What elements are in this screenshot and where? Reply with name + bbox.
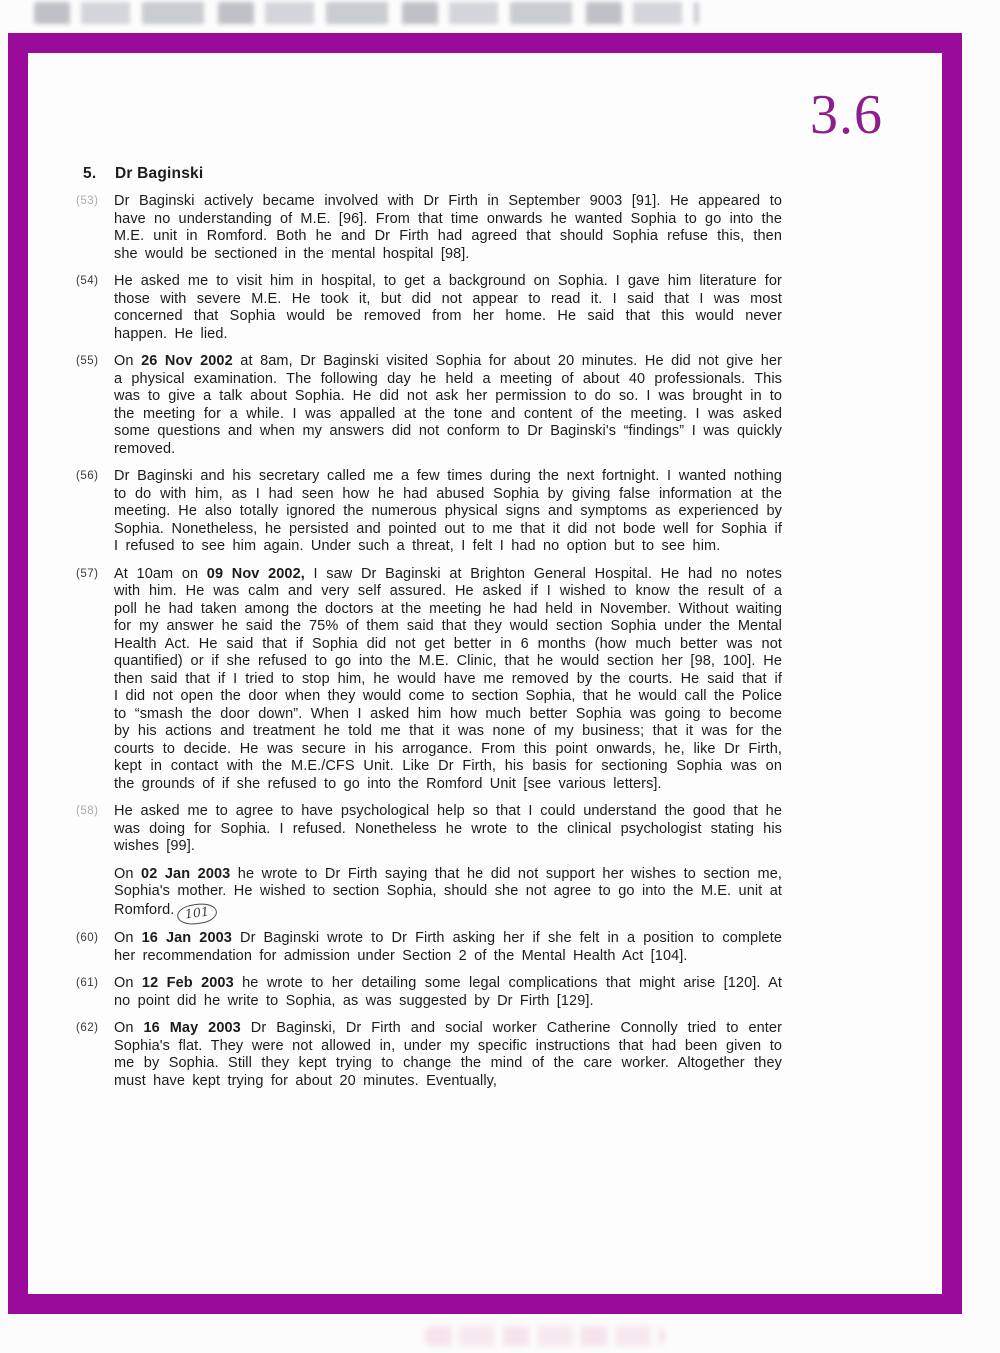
- paragraph-number: [76, 866, 114, 921]
- paragraph-text: [114, 193, 782, 263]
- paragraph: [76, 193, 782, 263]
- scan-artifact-bottom: [425, 1326, 665, 1346]
- bold-date-text: 26 Nov 2002: [141, 353, 233, 369]
- section-heading-title: Dr Baginski: [115, 165, 204, 182]
- bold-date-text: 09 Nov 2002,: [206, 565, 305, 582]
- body-text: Dr Baginski wrote to Dr Firth asking her if she felt in a position to complete her recommendation for admission under Section 2 of the Mental Health Act [104].: [114, 930, 782, 964]
- body-text: Dr Baginski, Dr Firth and social worker Catherine Connolly tried to enter Sophia's flat. They were not allowed in, under my specific instructions that had been given to me by Sophia. Still they kept trying to change the mind of the care worker. Altogether they must have kept trying for about 20 minutes. Eventually,: [114, 1020, 783, 1089]
- paragraph-number: (58): [76, 805, 99, 817]
- body-text: He asked me to visit him in hospital, to get a background on Sophia. I gave him literature for those with severe M.E. He took it, but did not appear to read it. I said that I was most concerned that Sophia would be removed from her home. He said that this would never happen. He lied.: [114, 273, 782, 342]
- bold-date-text: 16 May 2003: [143, 1020, 241, 1036]
- paragraph-number: (55): [76, 355, 99, 367]
- page-content-area: [28, 53, 942, 1294]
- body-text: Dr Baginski and his secretary called me a few times during the next fortnight. I wanted nothing to do with him, as I had seen how he had abused Sophia by giving false information at the meeting. He also totally ignored the numerous physical signs and symptoms as experienced by Sophia. Nonetheless, he persisted and pointed out to me that it did not bode well for Sophia if I refused to see him again. Under such a threat, I felt I had no option but to see him.: [114, 468, 782, 554]
- paragraph-number: (56): [76, 470, 99, 482]
- paragraph: [76, 866, 782, 921]
- paragraph-number: (61): [76, 977, 99, 989]
- paragraph-text: [114, 866, 782, 921]
- paragraph-number: (60): [76, 932, 99, 944]
- paragraph: [76, 803, 782, 856]
- bold-date-text: 12 Feb 2003: [141, 975, 234, 991]
- body-text: He asked me to agree to have psychological help so that I could understand the good that he was doing for Sophia. I refused. Nonetheless he wrote to the clinical psychologist stating his wishes [99].: [114, 803, 782, 854]
- body-text: On: [114, 975, 142, 991]
- handwritten-circled-annotation: 101: [176, 901, 218, 925]
- paragraph-text: [114, 353, 782, 458]
- body-text: On: [114, 353, 142, 369]
- paragraph-number: (53): [76, 195, 99, 207]
- bold-date-text: 16 Jan 2003: [141, 930, 232, 946]
- paragraph-list: [76, 193, 782, 1100]
- paragraph-text: [114, 468, 782, 556]
- section-heading: [83, 165, 203, 183]
- paragraph-text: [114, 803, 782, 856]
- paragraph-text: [114, 930, 782, 965]
- paragraph: [76, 566, 782, 794]
- paragraph: [76, 353, 782, 458]
- body-text: On: [114, 865, 142, 882]
- paragraph-text: [114, 975, 782, 1010]
- paragraph-text: [114, 566, 782, 794]
- body-text: Dr Baginski actively became involved with Dr Firth in September 9003 [91]. He appeared to have no understanding of M.E. [96]. From that time onwards he wanted Sophia to go into the M.E. unit in Romford. Both he and Dr Firth had agreed that should Sophia refuse this, then she would be sectioned in the mental hospital [98].: [114, 193, 782, 262]
- body-text: On: [114, 1020, 144, 1036]
- paragraph: [76, 1020, 782, 1090]
- paragraph-number: (57): [76, 567, 99, 580]
- tab-number-label: 3.6: [810, 84, 883, 146]
- paragraph-text: [114, 273, 782, 343]
- paragraph-number: (54): [76, 275, 99, 287]
- body-text: At 10am on: [114, 565, 207, 582]
- scan-artifact-top: [34, 2, 699, 24]
- bold-date-text: 02 Jan 2003: [141, 865, 231, 882]
- body-text: he wrote to Dr Firth saying that he did not support her wishes to section me, Sophia's mother. He wished to section Sophia, should she not agree to go into the M.E. unit at Romford.: [114, 865, 782, 918]
- body-text: at 8am, Dr Baginski visited Sophia for about 20 minutes. He did not give her a physical examination. The following day he held a meeting of about 40 professionals. This was to give a talk about Sophia. He did not ask her permission to do so. I was brought in to the meeting for a while. I was appalled at the tone and content of the meeting. I was asked some questions and when my answers did not conform to Dr Baginski's “findings” I was quickly removed.: [114, 353, 783, 457]
- paragraph-text: [114, 1020, 782, 1090]
- paragraph: [76, 468, 782, 556]
- paragraph: [76, 273, 782, 343]
- section-heading-number: 5.: [83, 165, 97, 182]
- body-text: I saw Dr Baginski at Brighton General Hospital. He had no notes with him. He was calm and very self assured. He asked if I wished to know the result of a poll he had taken among the doctors at the meeting he had held in November. Without waiting for my answer he said the 75% of them said that they would section Sophia under the Mental Health Act. He said that if Sophia did not get better in 6 months (how much better was not quantified) or if she refused to go into the M.E. Clinic, that he would section her [98, 100]. He then said that if I tried to stop him, he would have me removed by the courts. He said that if I did not open the door when they would come to section Sophia, that he would call the Police to “smash the door down”. When I asked him how much better Sophia was going to become by his actions and treatment he told me that it was none of my business; that it was for the courts to decide. He was secure in his arrogance. From this point onwards, he, like Dr Firth, kept in contact with the M.E./CFS Unit. Like Dr Firth, his basis for sectioning Sophia was on the grounds of if she refused to go into the Romford Unit [see various letters].: [114, 565, 782, 792]
- page-border-frame: [8, 33, 962, 1314]
- paragraph: [76, 930, 782, 965]
- body-text: he wrote to her detailing some legal complications that might arise [120]. At no point did he write to Sophia, as was suggested by Dr Firth [129].: [114, 975, 782, 1009]
- paragraph: [76, 975, 782, 1010]
- paragraph-number: (62): [76, 1022, 99, 1034]
- body-text: On: [114, 930, 142, 946]
